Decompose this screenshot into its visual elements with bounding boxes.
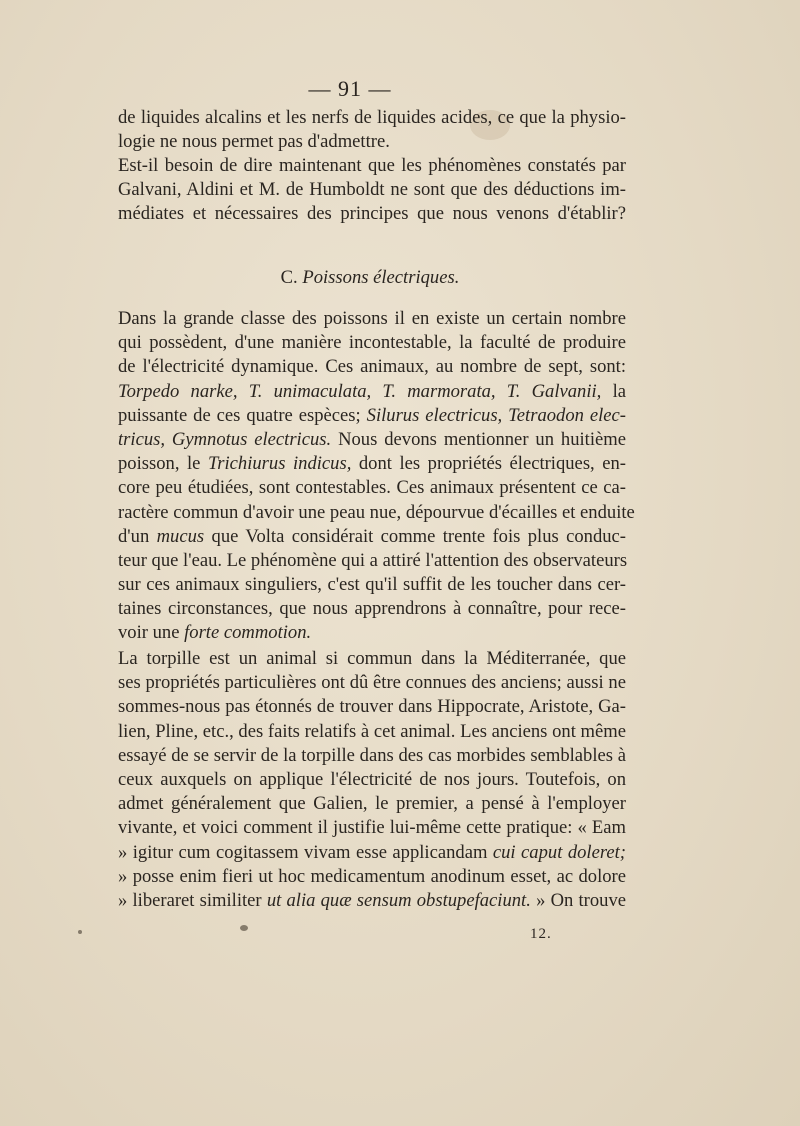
species-names: Trichiurus indicus, bbox=[207, 453, 352, 475]
text-line bbox=[118, 889, 626, 913]
text-line: médiates et nécessaires des principes que nous venons d'établir? bbox=[118, 203, 626, 225]
paragraph-2 bbox=[118, 154, 626, 227]
section-letter: C. bbox=[280, 267, 298, 288]
text-line bbox=[118, 380, 626, 404]
text-line: » posse enim fieri ut hoc medicamentum anodinum esset, ac dolore bbox=[118, 865, 626, 887]
page-number: — 91 — bbox=[308, 76, 392, 101]
italic-term: mucus bbox=[156, 525, 205, 547]
text-line: sommes-nous pas étonnés de trouver dans Hippocrate, Aristote, Ga- bbox=[118, 696, 626, 718]
text-line: La torpille est un animal si commun dans la Méditerranée, que bbox=[118, 648, 626, 669]
text-span: dont les propriétés électriques, en- bbox=[351, 453, 626, 475]
text-span: que Volta considérait comme trente fois plus conduc- bbox=[204, 525, 626, 547]
latin-quote: cui caput doleret; bbox=[492, 841, 626, 863]
italic-term: forte commotion. bbox=[184, 622, 312, 644]
text-line: Galvani, Aldini et M. de Humboldt ne sont que des déductions im- bbox=[118, 179, 626, 201]
section-heading bbox=[0, 267, 740, 289]
text-line: qui possèdent, d'une manière incontestable, la faculté de produire bbox=[118, 332, 626, 354]
paragraph-3 bbox=[118, 307, 635, 646]
text-line bbox=[118, 841, 626, 865]
text-line: ceux auxquels on applique l'électricité de nos jours. Toutefois, on bbox=[118, 768, 626, 790]
text-span: Nous devons mentionner un huitième bbox=[331, 428, 626, 450]
text-line: vivante, et voici comment il justifie lui-même cette pratique: « Eam bbox=[118, 817, 626, 839]
text-line: lien, Pline, etc., des faits relatifs à cet animal. Les anciens ont même bbox=[118, 720, 626, 742]
text-line: admet généralement que Galien, le premier, a pensé à l'employer bbox=[118, 793, 626, 815]
text-line: Dans la grande classe des poissons il en existe un certain nombre bbox=[118, 308, 626, 329]
text-line bbox=[118, 525, 626, 549]
signature-mark: 12. bbox=[530, 926, 552, 942]
text-span: » liberaret similiter bbox=[118, 889, 267, 911]
text-line bbox=[118, 428, 626, 452]
text-span: » igitur cum cogitassem vivam esse applicandam bbox=[118, 841, 493, 863]
text-line: essayé de se servir de la torpille dans des cas morbides semblables à bbox=[118, 744, 626, 766]
species-names: Torpedo narke, T. unimaculata, T. marmorata, T. Galvanii, bbox=[118, 380, 602, 402]
text-span: puissante de ces quatre espèces; bbox=[118, 404, 367, 426]
text-line: ractère commun d'avoir une peau nue, dépourvue d'écailles et enduite bbox=[118, 501, 635, 523]
text-line: de l'électricité dynamique. Ces animaux, au nombre de sept, sont: bbox=[118, 356, 626, 378]
ink-speck bbox=[240, 925, 248, 931]
text-line bbox=[118, 452, 626, 476]
text-line bbox=[118, 404, 626, 428]
text-line: ses propriétés particulières ont dû être connues des anciens; aussi ne bbox=[118, 672, 626, 694]
text-span: la bbox=[601, 380, 626, 402]
paragraph-4 bbox=[118, 647, 626, 913]
text-line: core peu étudiées, sont contestables. Ces animaux présentent ce ca- bbox=[118, 477, 626, 499]
species-names: Silurus electricus, Tetraodon elec- bbox=[366, 404, 626, 426]
ink-speck bbox=[78, 930, 82, 934]
species-names: tricus, Gymnotus electricus. bbox=[118, 428, 332, 450]
text-span: » On trouve bbox=[530, 889, 626, 911]
text-line bbox=[118, 621, 626, 645]
text-line: de liquides alcalins et les nerfs de liquides acides, ce que la physio- bbox=[118, 107, 626, 128]
text-span: d'un bbox=[118, 525, 157, 547]
text-line: logie ne nous permet pas d'admettre. bbox=[118, 131, 390, 153]
paragraph-1 bbox=[118, 106, 626, 154]
text-span: voir une bbox=[118, 622, 185, 644]
text-line: taines circonstances, que nous apprendrons à connaître, pour rece- bbox=[118, 598, 626, 620]
latin-quote: ut alia quæ sensum obstupefaciunt. bbox=[266, 889, 531, 911]
text-line: teur que l'eau. Le phénomène qui a attiré l'attention des observateurs bbox=[118, 549, 628, 571]
text-line: sur ces animaux singuliers, c'est qu'il suffit de les toucher dans cer- bbox=[118, 574, 626, 596]
section-title: Poissons électriques. bbox=[302, 267, 460, 288]
text-line: Est-il besoin de dire maintenant que les phénomènes constatés par bbox=[118, 155, 626, 176]
text-span: poisson, le bbox=[118, 453, 208, 475]
